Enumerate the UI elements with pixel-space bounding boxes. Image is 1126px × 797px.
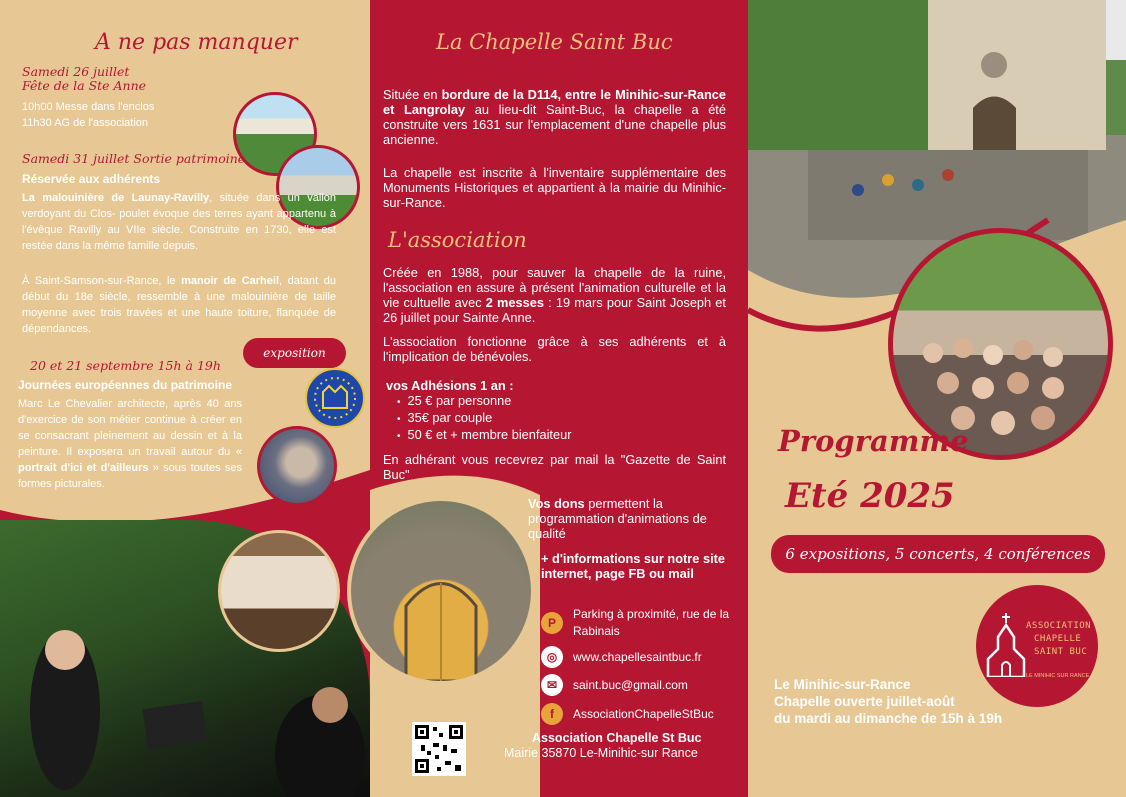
mail-link[interactable]: saint.buc@gmail.com (573, 677, 688, 692)
ete-2025: Eté 2025 (785, 476, 955, 516)
parking-text: Parking à proximité, rue de la Rabinais (573, 607, 730, 638)
event1-details (22, 99, 222, 131)
event2-date: Samedi 31 juillet Sortie patrimoine (22, 151, 246, 166)
event1-date (22, 65, 222, 93)
intro-a: Située en (383, 87, 442, 102)
adhesion-item: • 35€ par couple (397, 410, 571, 427)
info-line3: du mardi au dimanche de 15h à 19h (774, 711, 1003, 726)
association-text2: L'association fonctionne grâce à ses adhérents et à l'implication de bénévoles. (383, 334, 726, 364)
left-title: A ne pas manquer (95, 30, 298, 55)
logo-text (1026, 620, 1091, 659)
adhesion-item: • 50 € et + membre bienfaiteur (397, 427, 571, 444)
adhesions-title: vos Adhésions 1 an : (386, 378, 514, 393)
chapel-door-photo (347, 497, 535, 685)
contact-mail[interactable] (541, 674, 688, 696)
qr-code[interactable] (412, 722, 466, 776)
footer-address: Mairie 35870 Le-Minihic-sur Rance (504, 746, 698, 760)
event3-para-b: » sous toutes ses formes picturales. (18, 462, 242, 490)
association-text (383, 265, 726, 325)
intro-text (383, 87, 726, 147)
middle-title: La Chapelle Saint Buc (436, 30, 673, 54)
event3-date: 20 et 21 septembre 15h à 19h (30, 358, 221, 373)
event1-line2: 11h30 AG de l'association (22, 117, 149, 129)
globe-icon: ◎ (541, 646, 563, 668)
mail-icon: ✉ (541, 674, 563, 696)
event2-para2b: , datant du début du 18e siècle, ressemble à une malouinière de taille moyenne avec trois travées et une haute toiture, flanquée de dépendances. (22, 275, 336, 335)
contact-facebook[interactable] (541, 703, 714, 725)
adhesion-item: • 25 € par personne (397, 393, 571, 410)
dons-bold: Vos dons (528, 496, 585, 511)
programme-title: Programme (778, 424, 969, 458)
logo-line1: ASSOCIATION (1026, 621, 1092, 631)
gazette-text: En adhérant vous recevrez par mail la "Gazette de Saint Buc" (383, 452, 726, 482)
event1-subtitle: Fête de la Ste Anne (22, 78, 147, 93)
info-line1: Le Minihic-sur-Rance (774, 677, 911, 692)
intro-b: au lieu-dit Saint-Buc, la chapelle a été construite vers 1631 sur l'emplacement d'une chapelle plus ancienne. (383, 102, 726, 147)
european-heritage-logo (305, 368, 365, 428)
contact-web[interactable] (541, 646, 702, 668)
facebook-link[interactable]: AssociationChapelleStBuc (573, 706, 714, 721)
event2-place1: La malouinière de Launay-Ravilly (22, 192, 210, 204)
left-panel (0, 0, 370, 797)
association-title: L'association (388, 228, 527, 252)
dons-text (528, 496, 728, 541)
inscription-text: La chapelle est inscrite à l'inventaire supplémentaire des Monuments Historiques et appartient à la mairie du Minihic-sur-Rance. (383, 165, 726, 210)
programme-summary: 6 expositions, 5 concerts, 4 conférences (771, 535, 1105, 573)
adhesions-list (397, 393, 571, 444)
assoc-a: Créée en 1988, pour sauver la chapelle de la ruine, l'association en assure à présent l'animation culturelle et la vie cultuelle avec (383, 265, 726, 310)
dons-rest: permettent la programmation d'animations de qualité (528, 496, 707, 541)
event2-text (22, 190, 336, 254)
more-info-text: + d'informations sur notre site internet, page FB ou mail (541, 551, 726, 581)
event2-reserved: Réservée aux adhérents (22, 172, 161, 186)
contact-parking (541, 606, 741, 640)
web-link[interactable]: www.chapellesaintbuc.fr (573, 649, 702, 664)
info-line2: Chapelle ouverte juillet-août (774, 694, 955, 709)
event2-para1: , située dans un vallon verdoyant du Clos- poulet évoque des terres ayant appartenu à l'évêque Ravilly au VIIe siècle. Construite en 1730, elle est restée dans la même famille depuis. (22, 192, 336, 252)
exposition-badge: exposition (243, 338, 346, 368)
footer-name: Association Chapelle St Buc (532, 731, 702, 745)
event3-heading: Journées européennes du patrimoine (18, 378, 233, 392)
facebook-icon: f (541, 703, 563, 725)
event2-para2a: À Saint-Samson-sur-Rance, le (22, 275, 182, 287)
intro-bold: bordure de la D114, entre le Minihic-sur-Rance et Langrolay (383, 87, 726, 117)
parking-icon: P (541, 612, 563, 634)
event1-line1: 10h00 Messe dans l'enclos (22, 101, 155, 113)
event3-para-a: Marc Le Chevalier architecte, après 40 ans d'exercice de son métier continue à créer en se consacrant pleinement au dessin et à la peinture. Il exposera un travail autour du « (18, 398, 242, 458)
portrait-painting (257, 426, 337, 506)
opening-info (774, 676, 1002, 727)
logo-sub: LE MINIHIC SUR RANCE (1026, 673, 1090, 679)
assoc-bold: 2 messes (485, 295, 545, 310)
event3-text (18, 396, 242, 492)
event1-date-text: Samedi 26 juillet (22, 64, 130, 79)
assoc-b: : 19 mars pour Saint Joseph et 26 juillet pour Sainte Anne. (383, 295, 726, 325)
chapel-logo-icon (984, 613, 1028, 677)
logo-line2: CHAPELLE (1034, 634, 1082, 644)
event3-portrait: portrait d'ici et d'ailleurs (18, 462, 149, 474)
logo-line3: SAINT BUC (1034, 647, 1088, 657)
event2-place2: manoir de Carheil (181, 275, 280, 287)
event2-text2 (22, 273, 336, 337)
church-interior-photo (218, 530, 340, 652)
